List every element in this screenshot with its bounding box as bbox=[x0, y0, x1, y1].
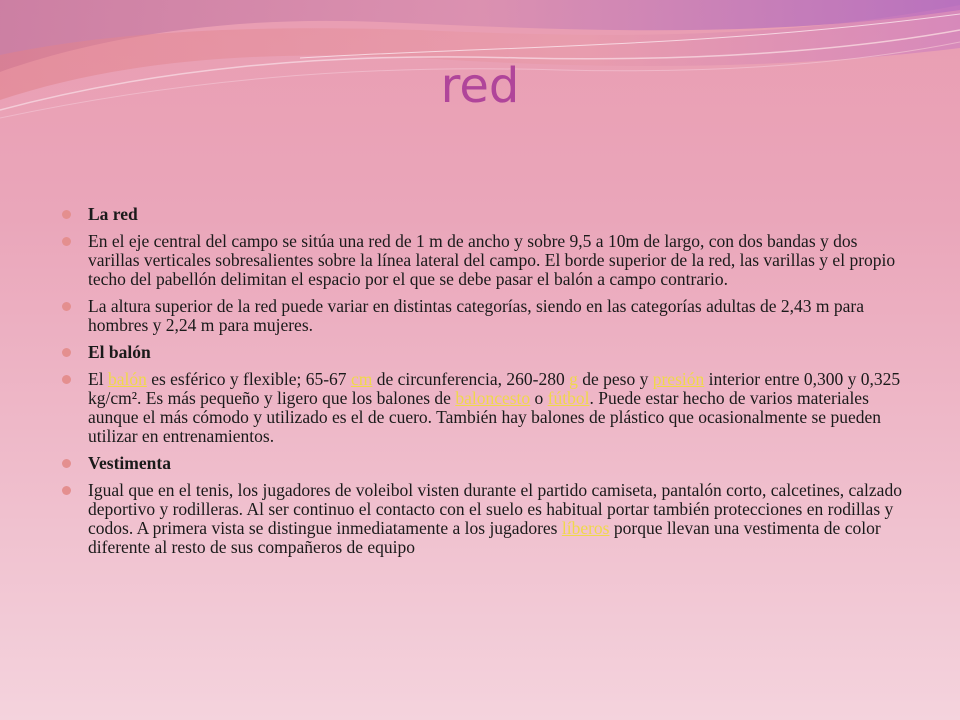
link-presion[interactable]: presión bbox=[652, 369, 705, 389]
text-segment: es esférico y flexible; 65-67 bbox=[146, 369, 351, 389]
text-segment: . Puede estar hecho de varios materiales aunque el más cómodo y utilizado es el de cuero. También hay balones de plástico que ocasionalmente se pueden utilizar en entrenamientos. bbox=[88, 388, 881, 446]
bullet-paragraph-red-height: La altura superior de la red puede variar en distintas categorías, siendo en las categorías adultas de 2,43 m para hombres y 2,24 m para mujeres. bbox=[62, 297, 912, 335]
bullet-heading-vestimenta: Vestimenta bbox=[62, 454, 912, 473]
link-balon[interactable]: balón bbox=[107, 369, 147, 389]
bullet-paragraph-red-description: En el eje central del campo se sitúa una red de 1 m de ancho y sobre 9,5 a 10m de largo, con dos bandas y dos varillas verticales sobresalientes sobre la línea lateral del campo. El borde superior de la red, las varillas y el propio techo del pabellón delimitan el espacio por el que se debe pasar el balón a campo contrario. bbox=[62, 232, 912, 289]
bullet-paragraph-vestimenta-description bbox=[62, 481, 912, 557]
text-segment: de peso y bbox=[577, 369, 653, 389]
link-liberos[interactable]: líberos bbox=[561, 518, 610, 538]
link-g[interactable]: g bbox=[569, 369, 578, 389]
text-segment: Igual que en el tenis, los jugadores de voleibol visten durante el partido camiseta, pantalón corto, calcetines, calzado deportivo y rodilleras. Al ser continuo el contacto con el suelo es habitual portar también protecciones en rodillas y codos. A primera vista se distingue inmediatamente a los jugadores bbox=[88, 480, 902, 538]
slide-title: red bbox=[440, 58, 520, 114]
link-cm[interactable]: cm bbox=[350, 369, 373, 389]
bullet-heading-el-balon: El balón bbox=[62, 343, 912, 362]
text-segment: o bbox=[530, 388, 548, 408]
bullet-heading-la-red: La red bbox=[62, 205, 912, 224]
text-segment: porque llevan una vestimenta de color diferente al resto de sus compañeros de equipo bbox=[88, 518, 881, 557]
text-segment: de circunferencia, 260-280 bbox=[372, 369, 570, 389]
link-futbol[interactable]: fútbol bbox=[547, 388, 590, 408]
bullet-paragraph-balon-description bbox=[62, 370, 912, 446]
text-segment: El bbox=[88, 369, 108, 389]
bullet-list bbox=[62, 205, 912, 565]
link-baloncesto[interactable]: baloncesto bbox=[455, 388, 531, 408]
text-segment: interior entre 0,300 y 0,325 kg/cm². Es más pequeño y ligero que los balones de bbox=[88, 369, 901, 408]
